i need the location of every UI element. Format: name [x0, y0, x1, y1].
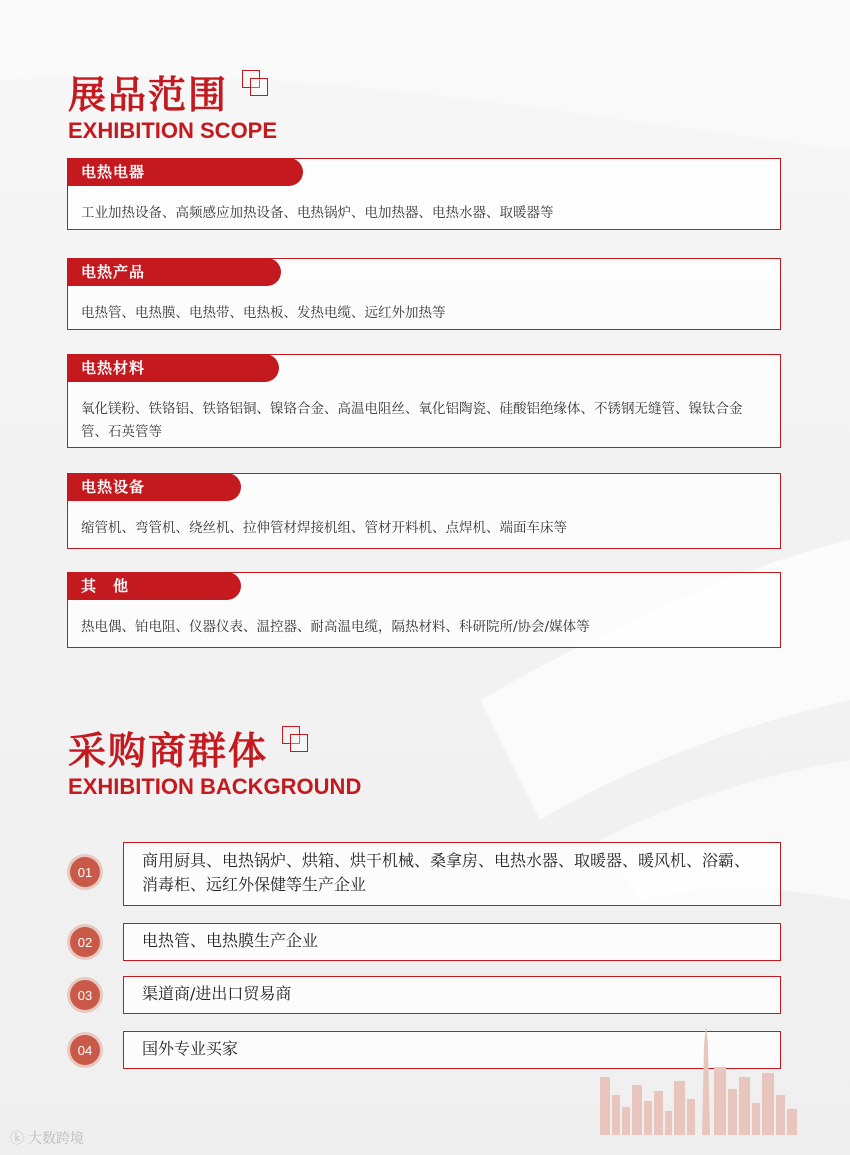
- category-tab: 电热设备: [67, 473, 241, 501]
- category-box: [67, 473, 781, 549]
- buyers-title-cn: 采购商群体: [68, 728, 269, 773]
- category-box: [67, 354, 781, 448]
- buyers-heading: [68, 724, 361, 800]
- category-items: 缩管机、弯管机、绕丝机、拉伸管材焊接机组、管材开料机、点焊机、端面车床等: [81, 520, 567, 536]
- buyer-item: [123, 842, 781, 906]
- buyer-number: 01: [70, 857, 100, 887]
- category-box: [67, 158, 781, 230]
- category-tab: 电热电器: [67, 158, 303, 186]
- buyer-text: 国外专业买家: [142, 1039, 239, 1058]
- category-box: [67, 258, 781, 330]
- scope-title-en: EXHIBITION SCOPE: [68, 118, 278, 143]
- buyer-item: [123, 923, 781, 961]
- category-box: [67, 572, 781, 648]
- category-items: 工业加热设备、高频感应加热设备、电热锅炉、电加热器、电热水器、取暖器等: [81, 205, 554, 221]
- overlap-squares-icon: [282, 726, 312, 756]
- city-skyline-illustration: [598, 1025, 800, 1135]
- category-tab: 电热产品: [67, 258, 281, 286]
- buyer-number-badge: [67, 977, 103, 1013]
- buyer-text: 渠道商/进出口贸易商: [142, 984, 292, 1003]
- buyer-text: 电热管、电热膜生产企业: [142, 931, 319, 950]
- scope-title-cn: 展品范围: [68, 72, 229, 117]
- category-items: 电热管、电热膜、电热带、电热板、发热电缆、远红外加热等: [81, 305, 446, 321]
- buyer-number-badge: [67, 854, 103, 890]
- category-tab: 其 他: [67, 572, 241, 600]
- watermark-logo-icon: ⓚ: [10, 1131, 24, 1147]
- category-items: 氧化镁粉、铁铬铝、铁铬铝铜、镍铬合金、高温电阻丝、氧化铝陶瓷、硅酸铝绝缘体、不锈钢无缝管、镍钛合金管、石英管等: [81, 401, 743, 440]
- watermark-text: 大数跨境: [28, 1131, 84, 1147]
- scope-heading: [68, 68, 277, 144]
- buyers-title-en: EXHIBITION BACKGROUND: [68, 774, 362, 799]
- buyer-number: 02: [70, 927, 100, 957]
- buyer-number-badge: [67, 924, 103, 960]
- category-items: 热电偶、铂电阻、仪器仪表、温控器、耐高温电缆，隔热材料、科研院所/协会/媒体等: [81, 619, 590, 635]
- watermark: [10, 1128, 84, 1148]
- buyer-item: [123, 976, 781, 1014]
- overlap-squares-icon: [242, 70, 272, 100]
- category-tab: 电热材料: [67, 354, 279, 382]
- buyer-number: 04: [70, 1035, 100, 1065]
- buyer-number: 03: [70, 980, 100, 1010]
- buyer-text: 商用厨具、电热锅炉、烘箱、烘干机械、桑拿房、电热水器、取暖器、暖风机、浴霸、消毒柜、远红外保健等生产企业: [142, 851, 751, 894]
- buyer-number-badge: [67, 1032, 103, 1068]
